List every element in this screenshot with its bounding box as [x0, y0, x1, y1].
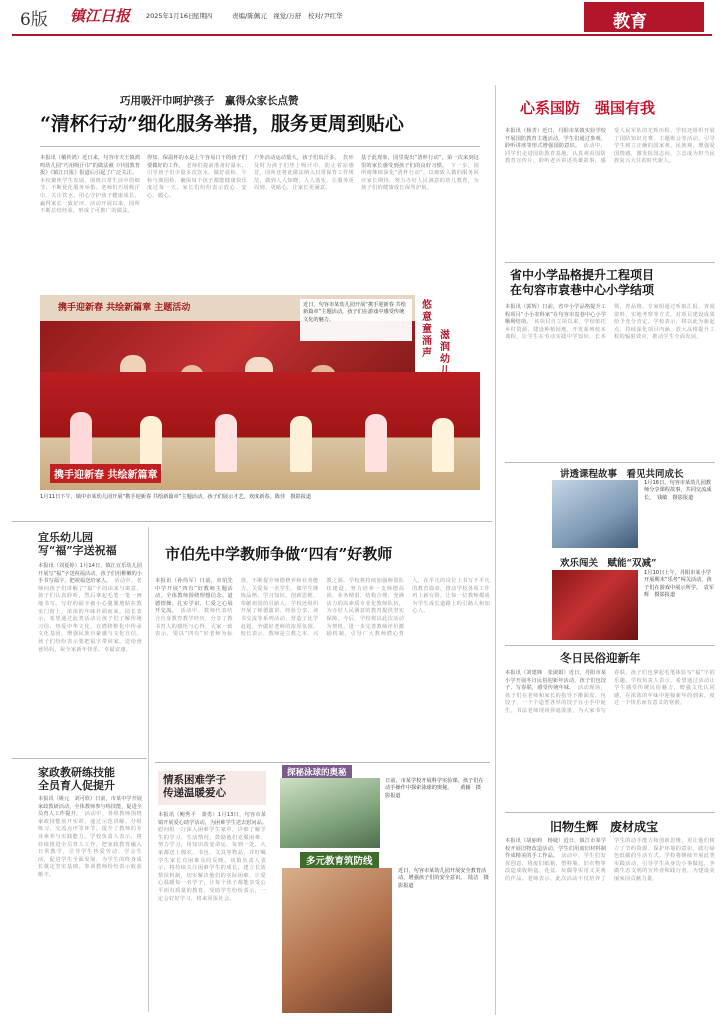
article-b1-body: 本报讯（刘夏婷）1月14日，镇江宜乐幼儿园开展写“福”字送祝福活动，孩子们用稚嫩的小手书写福字，把祝福送给家人。 活动中，老师向孩子们讲解了“福”字的由来与寓意，孩子们认真聆听，然后拿起毛笔一笔一画地书写。写好的福字被小心翼翼地贴在教室门窗上，浓浓的年味扑面而来。园长表示，希望通过此类活动让孩子们了解传统习俗、热爱中华文化，在潜移默化中传承文化基因，增强民族自豪感与文化自信。孩子们纷纷表示要把福字带回家，送给爸爸妈妈，祝全家新年快乐、幸福安康。 [38, 563, 142, 653]
article-c3-caption: 日前，市某学校开展科学实验课，孩子们在动手操作中探索泳球的奥秘。 黄颖 摄影报道 [385, 778, 484, 799]
masthead [0, 0, 725, 36]
page-number: 6版 [20, 10, 48, 30]
lead-col-1: 本报讯（戴传鸿）近日来，句容市天王镇鸿鸣幼儿园“巧用吸汗巾”的做法被《中国教育报》《镇江日报》报道后引起了广泛关注。 本校聚焦学生发展，围绕日常生活中的细节，不断优化服务举措。老师们巧用吸汗巾、关注饮水，用心守护孩子健康成长，赢得家长一致好评。活动开展以来，园所不断总结经验，形成了可推广的做法。 [40, 155, 140, 215]
article-c2-title: 情系困难学子 传递温暖爱心 [163, 774, 226, 799]
exam-game-photo [552, 570, 638, 640]
editors-line: 责编/陈佩元 视觉/万舒 校对/尹红华 [232, 12, 343, 20]
safety-education-photo [282, 868, 392, 1013]
science-class-photo [280, 778, 380, 848]
article-a3-caption: 1月16日，句容市某幼儿园教师分享课程故事，共同交流成长。 钱敏 摄影报道 [644, 480, 712, 501]
article-c1-title: 市伯先中学教师争做“四有”好教师 [165, 545, 393, 563]
article-a1-body: 本报讯（杨青）近日，丹阳市某镇实验学校开展国防教育主题活动，学生们通过参观、聆听讲座等形式增强国防意识。 活动中，同学们走进国防教育基地，认真观看国防教育宣传片，聆听老兵讲述英雄故事，感受人民军队的光辉历程。学校还组织开展了国防知识竞赛、主题班会等活动，引导学生树立正确的国家观、民族观，增强爱国情感，激发报国志向，立志成为担当民族复兴大任的时代新人。 [505, 128, 715, 165]
article-b2-title: 家政教研练技能 全员育人促提升 [38, 766, 115, 792]
lead-kicker: 巧用吸汗巾呵护孩子 赢得众家长点赞 [120, 95, 299, 107]
article-a4-title: 欢乐闯关 赋能“双减” [560, 558, 657, 569]
article-b2-body: 本报讯（姚元 刘可欣）日前，市某中学开展家政教研活动，全体教师参与练技能，促进全员育人工作提升。 活动中，各组教师围绕家政技能展开实训，通过示范讲解、分组练习、交流点评等环节，提升了教师的专业素养与实践能力。学校负责人表示，将持续推进全员育人工作，把家政教育融入日常教学，引导学生热爱劳动、学会生活，促进学生全面发展，为学生的终身成长奠定坚实基础。参训教师纷纷表示收获颇丰。 [38, 796, 142, 878]
article-c3-title: 探秘泳球的奥秘 [282, 765, 352, 779]
masthead-rule [12, 34, 712, 36]
lead-headline: “清杯行动”细化服务举措，服务更周到贴心 [40, 113, 404, 135]
article-a3-title: 讲透课程故事 看见共同成长 [560, 469, 684, 480]
vertical-tag-1: 悠意童涌声 [422, 300, 432, 359]
article-a4-caption: 1月10日上午，丹阳市某小学开展期末“乐考”闯关活动，孩子们在游戏中展示所学。 袁军辉 摄影报道 [644, 570, 715, 599]
lead-col-3: 户外活动运动量大，孩子们出汗多。 教师及时为孩子们垫上吸汗巾，防止着凉感冒。园所还将此做法纳入日常保育工作规范，做到人人知晓、人人落实，让服务更周到、更贴心，让家长更满意。 [254, 155, 354, 192]
article-a2-title: 省中小学品格提升工程项目 在句容市袁巷中心小学结项 [510, 268, 655, 297]
stage-sign: 携手迎新春 共绘新篇章 [50, 464, 161, 483]
article-a6-body: 本报讯（胡丽莉 杨婕）近日，镇江市某学校开展旧物改造活动，学生们用废旧材料制作成精美的手工作品。 活动中，学生们发挥创意，将废旧纸箱、塑料瓶、旧衣物等改造成收纳盒、花盆、玩偶等实用又美观的作品。老师表示，此次活动不仅培养了学生的动手能力和创新思维，更让他们树立了节约资源、保护环境的意识，践行绿色低碳的生活方式。学校将继续开展此类实践活动，引导学生从身边小事做起，争做生态文明的宣传者和践行者，为建设美丽家园贡献力量。 [505, 838, 715, 882]
newspaper-logo: 镇江日报 [70, 7, 131, 25]
section-title: 教育 [613, 12, 647, 32]
article-c2-body: 本报讯（鲍秀平 萧勇）1月13日，句容市某镇开展爱心助学活动，为困难学生送去慰问品。 慰问组一行深入困难学生家中，详细了解学生的学习、生活情况，鼓励他们克服困难、努力学习，用知识改变命运。每到一处，大家都送上棉衣、书包、文具等物品，并叮嘱学生家长有困难及时反映。该镇负责人表示，将持续关注困难学生的成长，建立长效帮扶机制，切实解决他们的实际困难，让爱心温暖每一名学子，让每个孩子都能享受公平而有质量的教育。受助学生纷纷表示，一定会好好学习，将来回报社会。 [158, 812, 270, 902]
article-a6-title: 旧物生辉 废材成宝 [550, 820, 659, 834]
issue-date: 2025年1月16日 [146, 12, 195, 20]
issue-weekday: 星期四 [193, 12, 213, 20]
article-a5-title: 冬日民俗迎新年 [560, 651, 641, 665]
activity-banner: 携手迎新春 共绘新篇章 主题活动 [58, 303, 191, 313]
article-a1-title: 心系国防 强国有我 [520, 99, 656, 117]
article-a5-body: 本报讯（刘建锋 张淑娟）近日，丹阳市某小学开展冬日民俗迎新年活动，孩子们包饺子、写春联，感受传统年味。 活动现场，孩子们在老师和家长的指导下擀面皮、包饺子，一个个造型各异的饺子在小手中诞生。书法老师现场挥毫泼墨，为大家书写春联，孩子们也拿起毛笔体验写“福”字的乐趣。学校负责人表示，希望通过活动让学生感受传统民俗魅力，增强文化认同感，在浓浓的年味中迎接新年的到来，度过一个快乐而有意义的寒假。 [505, 670, 715, 714]
article-c4-caption: 近日，句容市某幼儿园开展安全教育活动，增强孩子们的安全意识。 陆洁 摄影报道 [398, 868, 489, 889]
course-story-photo [552, 480, 638, 548]
lead-col-2: 得知，保温杯的水是上午容易口干的孩子们要做好的工作。 老师们提前准备好温水，引导孩子们少量多次饮水，做好晨检、午检与离园检，确保每个孩子都能健康快乐度过每一天。家长们纷纷表示放心、安心、暖心。 [147, 155, 247, 199]
vertical-tag-2: 滋润幼 [440, 330, 450, 365]
lead-photo-caption-box: 近日，句容市某幼儿园开展“携手迎新春 共绘新篇章”主题活动，孩子们在游戏中感受传统文化的魅力。 [300, 299, 412, 341]
article-b1-title: 宜乐幼儿园 写“福”字送祝福 [38, 531, 117, 557]
stage-photo-caption: 1月11日下午，镇中市某幼儿园开展“携手迎新春 共绘新篇章”主题活动，孩子们展示才艺，欢度新春。陈佳 摄影报道 [40, 494, 312, 500]
article-c4-title: 多元教育筑防线 [300, 852, 379, 868]
article-a2-body: 本报讯（郭辉）日前，省中小学品格提升工程项目“小小农科家”在句容市袁巷中心小学顺利结项。 该项目自立项以来，学校依托乡村资源，建设种植园地，开发系列校本课程，让学生在劳动实践中学知识、长本领、育品格。专家组通过听取汇报、查阅资料、实地考察等方式，对项目建设成果给予充分肯定。学校表示，将以此为新起点，持续深化项目内涵，放大品格提升工程的辐射效应，推动学生全面发展。 [505, 304, 715, 341]
article-c1-body: 本报讯（孙伟军）日前，市伯先中学开展“四有”好教师主题活动，全体教师围绕理想信念、道德情操、扎实学识、仁爱之心展开交流。 活动中，教师代表结合自身教育教学经历，分享了教书育人的感悟与心得。大家一致表示，要以“四有”好老师为标准，不断提升师德修养和业务能力，关爱每一名学生，做学生锤炼品格、学习知识、创新思维、奉献祖国的引路人。学校还组织开展了师德演讲、经验分享、读书交流等系列活动，营造了比学赶超、争做好老师的浓厚氛围。校长表示，教师是立教之本、兴教之源，学校将持续加强师资队伍建设，努力培养一支师德高尚、业务精湛、结构合理、充满活力的高素质专业化教师队伍，为办好人民满意的教育提供坚实保障。今后，学校将以此次活动为契机，进一步完善教师评价激励机制，引导广大教师潜心育人，在平凡的岗位上书写不平凡的教育篇章，推动学校各项工作再上新台阶，让每一位教师都成为学生成长道路上的引路人和知心人。 [155, 578, 490, 638]
lead-col-4: 基于此现象，园里提出“清杯行动”，第一次来到这里的家长感受到孩子们的良好习惯。 下一步，园所将继续深化“清杯行动”，以细致入微的服务回应家长期待，努力办好人民满意的幼儿教育，为孩子们的健康成长保驾护航。 [361, 155, 479, 192]
